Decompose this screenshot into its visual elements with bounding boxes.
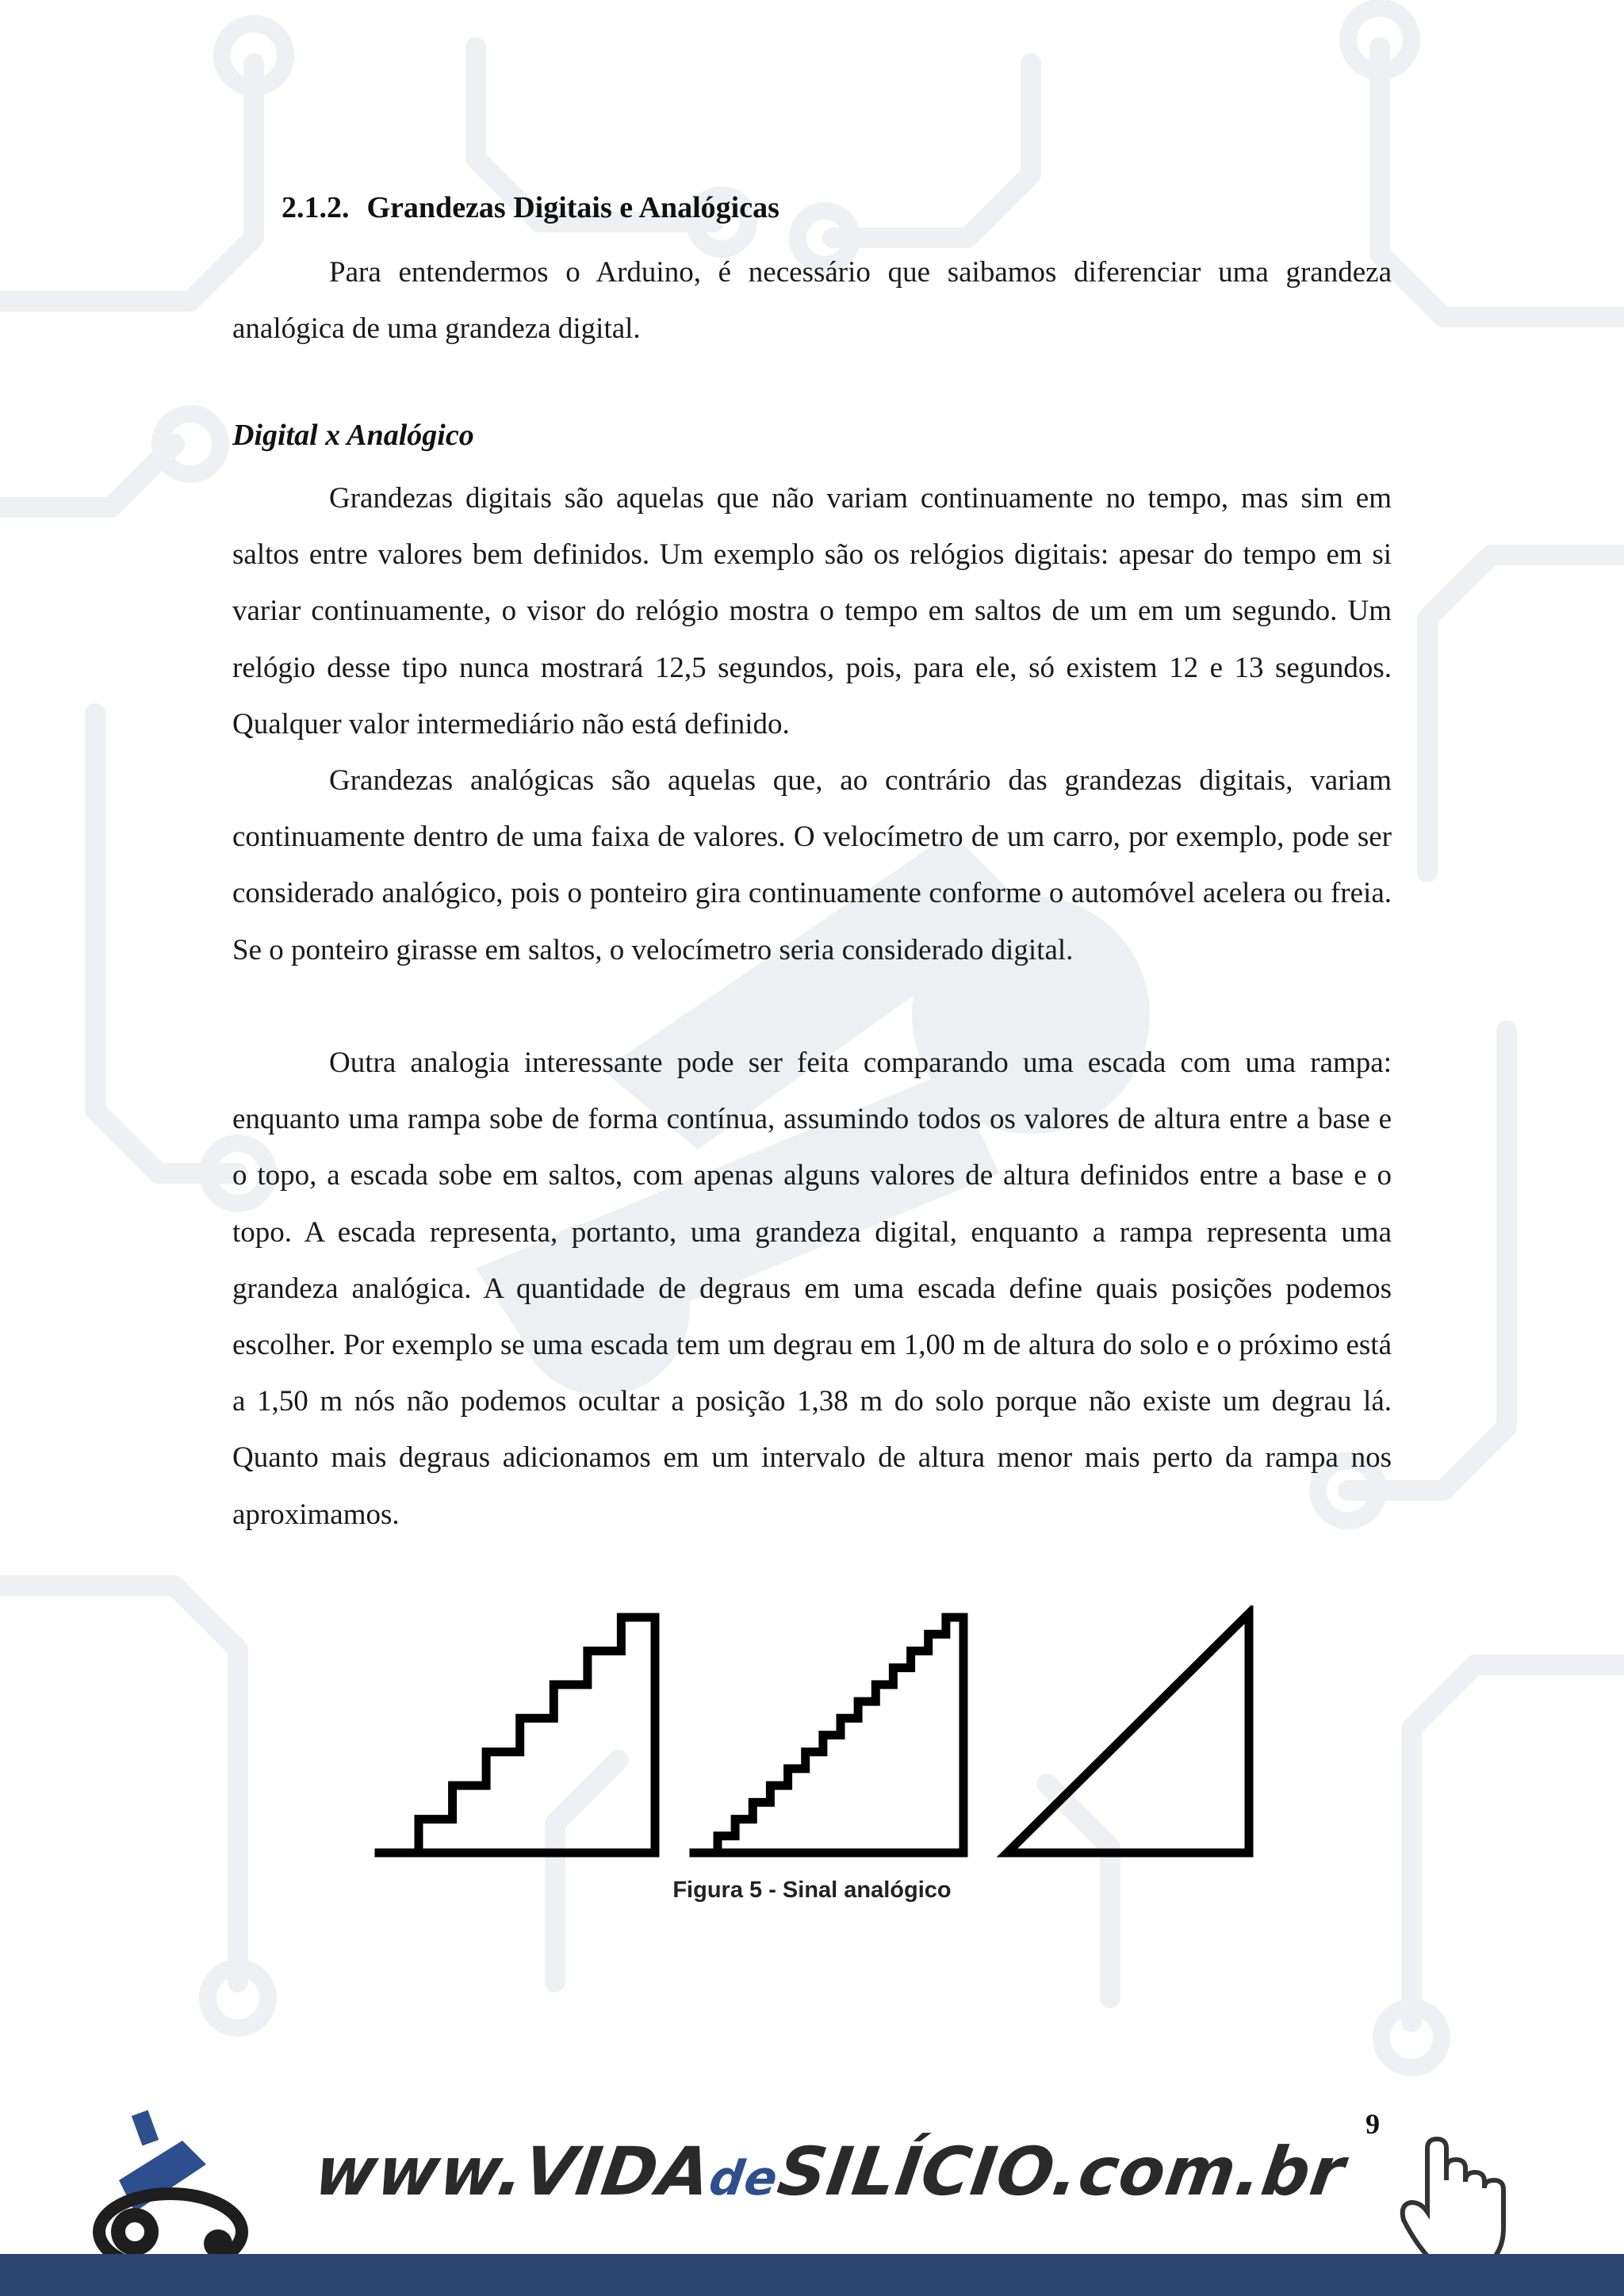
section-heading [282,190,779,225]
intro-text: Para entendermos o Arduino, é necessário que saibamos diferenciar uma grandeza analógica de uma grandeza digital. [232,256,1392,346]
paragraph-analogy [232,1035,1392,1543]
paragraph-digital [232,470,1392,752]
stair-fine [694,1617,963,1853]
section-number: 2.1.2. [282,191,350,224]
stair-coarse [379,1617,655,1853]
figure-caption: Figura 5 - Sinal analógico [672,1877,952,1903]
paragraph-analog-text: Grandezas analógicas são aquelas que, ao contrário das grandezas digitais, variam continuamente dentro de uma faixa de valores. O velocímetro de um carro, por exemplo, pode ser considerado analógico, pois o ponteiro gira continuamente conforme o automóvel acelera ou freia. Se o ponteiro girasse em saltos, o velocímetro seria considerado digital. [232,764,1392,966]
section-title: Grandezas Digitais e Analógicas [366,191,779,224]
ramp-triangle [1007,1613,1249,1853]
stairs-ramp-figure [373,1605,1257,1863]
footer-bar [0,2254,1624,2296]
subheading: Digital x Analógico [232,419,474,452]
paragraph-analogy-text: Outra analogia interessante pode ser feita comparando uma escada com uma rampa: enquanto uma rampa sobe de forma contínua, assumindo todos os valores de altura entre a base e o topo, a escada sobe em saltos, com apenas alguns valores de altura definidos entre a base e o topo. A escada representa, portanto, uma grandeza digital, enquanto a rampa representa uma grandeza analógica. A quantidade de degraus em uma escada define quais posições podemos escolher. Por exemplo se uma escada tem um degrau em 1,00 m de altura do solo e o próximo está a 1,50 m nós não podemos ocultar a posição 1,38 m do solo porque não existe um degrau lá. Quanto mais degraus adicionamos em um intervalo de altura menor mais perto da rampa nos aproximamos. [232,1047,1392,1531]
hand-cursor-icon [1403,2139,1503,2271]
page-number: 9 [1365,2108,1380,2140]
paragraph-analog [232,752,1392,978]
paragraph-digital-text: Grandezas digitais são aquelas que não variam continuamente no tempo, mas sim em saltos entre valores bem definidos. Um exemplo são os relógios digitais: apesar do tempo em si variar continuamente, o visor do relógio mostra o tempo em saltos de um em um segundo. Um relógio desse tipo nunca mostrará 12,5 segundos, pois, para ele, só existem 12 e 13 segundos. Qualquer valor intermediário não está definido. [232,482,1392,740]
intro-paragraph [232,244,1392,357]
site-url[interactable]: www.VIDAdeSILÍCIO.com.br [310,2133,1350,2210]
